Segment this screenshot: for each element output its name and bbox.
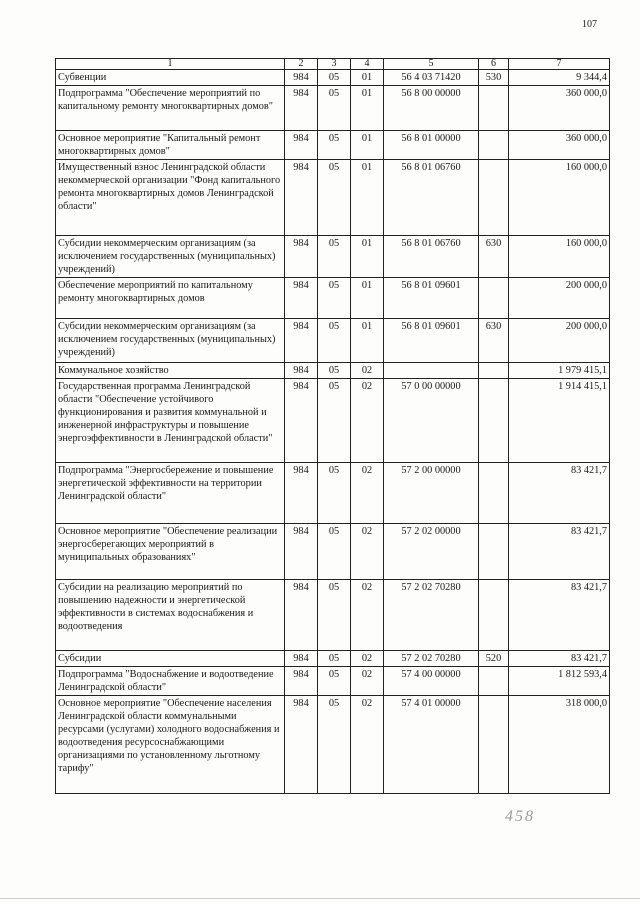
row-name-cell: Коммунальное хозяйство xyxy=(56,363,285,379)
column-header: 6 xyxy=(479,59,509,70)
row-c4-cell: 02 xyxy=(351,463,384,524)
row-c6-cell: 520 xyxy=(479,651,509,667)
row-c6-cell xyxy=(479,667,509,696)
bottom-rule xyxy=(0,898,640,899)
row-c7-cell: 160 000,0 xyxy=(509,160,610,236)
table-row xyxy=(56,131,610,160)
row-c3-cell: 05 xyxy=(318,696,351,794)
table-row xyxy=(56,70,610,86)
row-c6-cell: 530 xyxy=(479,70,509,86)
row-c3-cell: 05 xyxy=(318,278,351,319)
row-c2-cell: 984 xyxy=(285,580,318,651)
row-c7-cell: 360 000,0 xyxy=(509,131,610,160)
row-c6-cell xyxy=(479,86,509,131)
row-c5-cell: 57 2 02 00000 xyxy=(384,524,479,580)
row-c7-cell: 200 000,0 xyxy=(509,319,610,363)
row-c2-cell: 984 xyxy=(285,651,318,667)
row-c6-cell xyxy=(479,278,509,319)
row-c4-cell: 01 xyxy=(351,86,384,131)
row-c2-cell: 984 xyxy=(285,379,318,463)
row-c6-cell xyxy=(479,363,509,379)
row-c3-cell: 05 xyxy=(318,651,351,667)
row-name-cell: Основное мероприятие "Обеспечение реализации энергосберегающих мероприятий в муниципальных образованиях" xyxy=(56,524,285,580)
row-c6-cell xyxy=(479,524,509,580)
column-header: 2 xyxy=(285,59,318,70)
table-body xyxy=(56,70,610,794)
table-row xyxy=(56,524,610,580)
row-c6-cell xyxy=(479,580,509,651)
row-c3-cell: 05 xyxy=(318,131,351,160)
row-c5-cell: 56 8 01 09601 xyxy=(384,319,479,363)
row-c7-cell: 318 000,0 xyxy=(509,696,610,794)
row-name-cell: Имущественный взнос Ленинградской области некоммерческой организации "Фонд капитального ремонта многоквартирных домов Ленинградской области" xyxy=(56,160,285,236)
row-c6-cell xyxy=(479,696,509,794)
column-header: 7 xyxy=(509,59,610,70)
row-c6-cell xyxy=(479,131,509,160)
row-c6-cell: 630 xyxy=(479,236,509,278)
row-c5-cell: 56 8 01 06760 xyxy=(384,236,479,278)
row-c2-cell: 984 xyxy=(285,278,318,319)
row-c4-cell: 02 xyxy=(351,580,384,651)
row-c4-cell: 02 xyxy=(351,363,384,379)
row-name-cell: Основное мероприятие "Обеспечение населения Ленинградской области коммунальными ресурсами (услугами) холодного водоснабжения и водоотведения ресурсоснабжающими организациями по установленному льготному тарифу" xyxy=(56,696,285,794)
row-name-cell: Подпрограмма "Обеспечение мероприятий по капитальному ремонту многоквартирных домов" xyxy=(56,86,285,131)
row-c2-cell: 984 xyxy=(285,131,318,160)
row-c2-cell: 984 xyxy=(285,463,318,524)
row-c3-cell: 05 xyxy=(318,319,351,363)
row-c4-cell: 02 xyxy=(351,379,384,463)
row-name-cell: Субсидии некоммерческим организациям (за исключением государственных (муниципальных) учреждений) xyxy=(56,236,285,278)
column-header: 3 xyxy=(318,59,351,70)
row-c5-cell: 56 8 00 00000 xyxy=(384,86,479,131)
row-c2-cell: 984 xyxy=(285,160,318,236)
row-c2-cell: 984 xyxy=(285,363,318,379)
row-c3-cell: 05 xyxy=(318,236,351,278)
row-c7-cell: 200 000,0 xyxy=(509,278,610,319)
table-row xyxy=(56,86,610,131)
row-c4-cell: 02 xyxy=(351,651,384,667)
column-header: 4 xyxy=(351,59,384,70)
row-c4-cell: 01 xyxy=(351,278,384,319)
row-c5-cell: 57 4 00 00000 xyxy=(384,667,479,696)
column-header: 5 xyxy=(384,59,479,70)
row-c4-cell: 02 xyxy=(351,524,384,580)
row-c3-cell: 05 xyxy=(318,86,351,131)
table-row xyxy=(56,319,610,363)
row-c7-cell: 160 000,0 xyxy=(509,236,610,278)
row-c6-cell xyxy=(479,463,509,524)
table-row xyxy=(56,667,610,696)
row-c4-cell: 01 xyxy=(351,70,384,86)
row-c7-cell: 1 914 415,1 xyxy=(509,379,610,463)
row-c3-cell: 05 xyxy=(318,70,351,86)
row-c2-cell: 984 xyxy=(285,236,318,278)
row-c5-cell: 56 8 01 09601 xyxy=(384,278,479,319)
row-c6-cell: 630 xyxy=(479,319,509,363)
row-c5-cell: 57 0 00 00000 xyxy=(384,379,479,463)
row-name-cell: Обеспечение мероприятий по капитальному ремонту многоквартирных домов xyxy=(56,278,285,319)
row-c7-cell: 1 979 415,1 xyxy=(509,363,610,379)
scan-mark: 458 xyxy=(505,808,535,825)
row-c2-cell: 984 xyxy=(285,696,318,794)
row-name-cell: Субсидии на реализацию мероприятий по повышению надежности и энергетической эффективности в системах водоснабжения и водоотведения xyxy=(56,580,285,651)
row-c4-cell: 01 xyxy=(351,160,384,236)
table-row xyxy=(56,363,610,379)
row-c7-cell: 83 421,7 xyxy=(509,463,610,524)
row-name-cell: Подпрограмма "Энергосбережение и повышение энергетической эффективности на территории Ленинградской области" xyxy=(56,463,285,524)
row-c3-cell: 05 xyxy=(318,463,351,524)
table-row xyxy=(56,651,610,667)
row-name-cell: Субсидии некоммерческим организациям (за исключением государственных (муниципальных) учреждений) xyxy=(56,319,285,363)
table-row xyxy=(56,463,610,524)
row-c7-cell: 83 421,7 xyxy=(509,580,610,651)
page-number: 107 xyxy=(582,19,597,30)
row-c2-cell: 984 xyxy=(285,70,318,86)
table-row xyxy=(56,278,610,319)
row-c4-cell: 01 xyxy=(351,236,384,278)
row-c5-cell: 57 2 00 00000 xyxy=(384,463,479,524)
row-c4-cell: 02 xyxy=(351,696,384,794)
row-c6-cell xyxy=(479,160,509,236)
column-header: 1 xyxy=(56,59,285,70)
table-header-row xyxy=(56,59,610,70)
row-c3-cell: 05 xyxy=(318,580,351,651)
row-c3-cell: 05 xyxy=(318,160,351,236)
row-c2-cell: 984 xyxy=(285,86,318,131)
row-c2-cell: 984 xyxy=(285,667,318,696)
row-c3-cell: 05 xyxy=(318,524,351,580)
table-row xyxy=(56,236,610,278)
row-c3-cell: 05 xyxy=(318,667,351,696)
row-name-cell: Субсидии xyxy=(56,651,285,667)
row-c6-cell xyxy=(479,379,509,463)
budget-table xyxy=(55,58,610,794)
row-c7-cell: 360 000,0 xyxy=(509,86,610,131)
row-c5-cell: 57 4 01 00000 xyxy=(384,696,479,794)
row-c5-cell: 56 8 01 00000 xyxy=(384,131,479,160)
row-c7-cell: 83 421,7 xyxy=(509,651,610,667)
row-c4-cell: 02 xyxy=(351,667,384,696)
row-c2-cell: 984 xyxy=(285,524,318,580)
row-name-cell: Государственная программа Ленинградской области "Обеспечение устойчивого функционирования и развития коммунальной и инженерной инфраструктуры и повышение энергоэффективности в Ленинградской области" xyxy=(56,379,285,463)
row-c7-cell: 1 812 593,4 xyxy=(509,667,610,696)
row-name-cell: Субвенции xyxy=(56,70,285,86)
row-c5-cell xyxy=(384,363,479,379)
row-c5-cell: 56 8 01 06760 xyxy=(384,160,479,236)
row-c7-cell: 83 421,7 xyxy=(509,524,610,580)
row-c7-cell: 9 344,4 xyxy=(509,70,610,86)
table-row xyxy=(56,580,610,651)
table-row xyxy=(56,379,610,463)
table-row xyxy=(56,696,610,794)
row-c5-cell: 56 4 03 71420 xyxy=(384,70,479,86)
row-c5-cell: 57 2 02 70280 xyxy=(384,651,479,667)
row-name-cell: Основное мероприятие "Капитальный ремонт многоквартирных домов" xyxy=(56,131,285,160)
row-name-cell: Подпрограмма "Водоснабжение и водоотведение Ленинградской области" xyxy=(56,667,285,696)
row-c5-cell: 57 2 02 70280 xyxy=(384,580,479,651)
row-c2-cell: 984 xyxy=(285,319,318,363)
row-c4-cell: 01 xyxy=(351,131,384,160)
row-c4-cell: 01 xyxy=(351,319,384,363)
row-c3-cell: 05 xyxy=(318,363,351,379)
row-c3-cell: 05 xyxy=(318,379,351,463)
table-row xyxy=(56,160,610,236)
